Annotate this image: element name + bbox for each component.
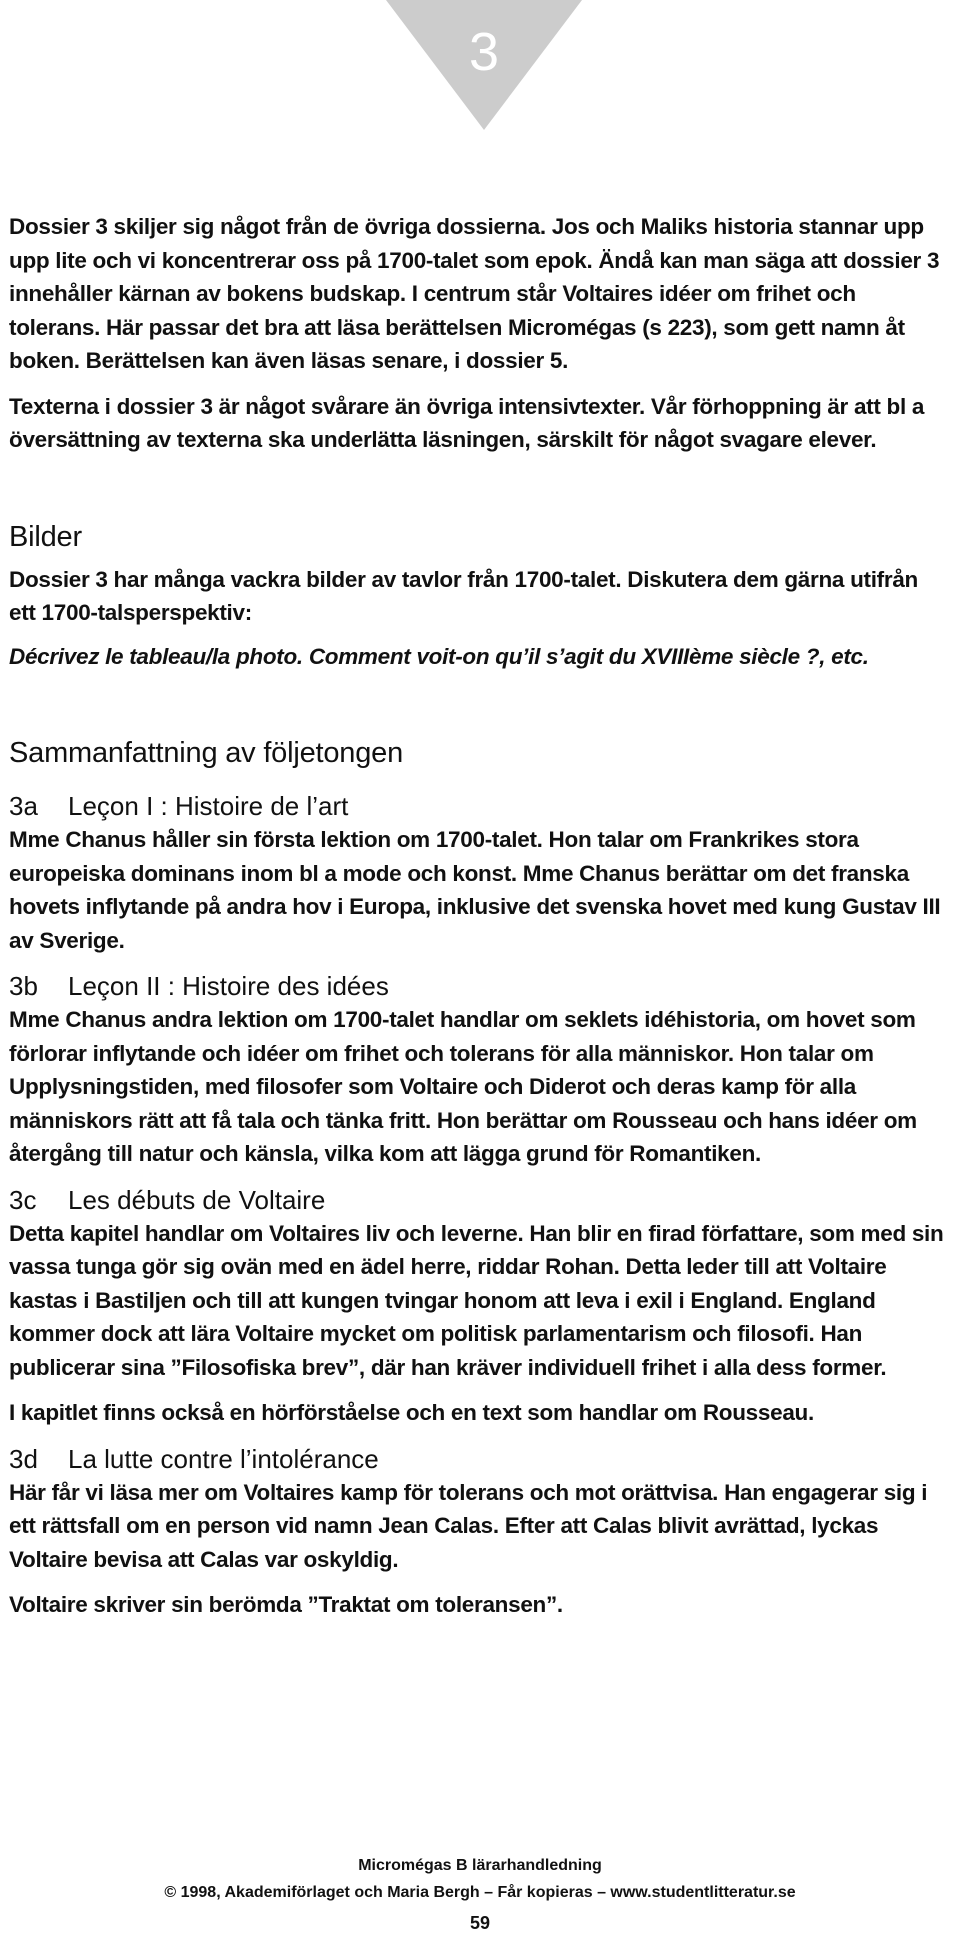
intro-paragraph: Texterna i dossier 3 är något svårare än övriga intensivtexter. Vår förhoppning är att bl a översättning av texterna ska underlätta läsningen, särskilt för något svagare elever. bbox=[9, 393, 925, 452]
chapter-number: 3 bbox=[468, 22, 500, 82]
section-number: 3a bbox=[9, 791, 38, 821]
section-text: Mme Chanus håller sin första lektion om 1700-talet. Hon talar om Frankrikes stora europeiska dominans inom bl a mode och konst. Mme Chanus berättar om det franska hovets inflytande på andra hov i Europa, inklusive det svenska hovet med kung Gustav III av Sverige. bbox=[9, 827, 941, 953]
main-content bbox=[9, 210, 949, 1622]
section-extra-text: Voltaire skriver sin berömda ”Traktat om toleransen”. bbox=[9, 1592, 563, 1617]
page-footer bbox=[0, 1852, 960, 1937]
page-number: 59 bbox=[469, 1913, 491, 1933]
section-title: La lutte contre l’intolérance bbox=[68, 1443, 379, 1474]
chapter-triangle-icon bbox=[386, 0, 582, 130]
intro-paragraph: Dossier 3 skiljer sig något från de övriga dossierna. Jos och Maliks historia stannar upp upp lite och vi koncentrerar oss på 1700-talet som epok. Ändå kan man säga att dossier 3 innehåller kärnan av bokens budskap. I centrum står Voltaires idéer om frihet och tolerans. Här passar det bra att läsa berättelsen Micromégas (s 223), som gett namn åt boken. Berättelsen kan även läsas senare, i dossier 5. bbox=[9, 214, 940, 373]
section-extra-text: I kapitlet finns också en hörförståelse och en text som handlar om Rousseau. bbox=[9, 1400, 814, 1425]
summary-sections bbox=[9, 789, 949, 1622]
section-text: Detta kapitel handlar om Voltaires liv och leverne. Han blir en firad författare, som med sin vassa tunga gör sig ovän med en ädel herre, riddar Rohan. Detta leder till att Voltaire kastas i Bastiljen och till att kungen tvingar honom att leva i exil i England. England kommer dock att lära Voltaire mycket om politisk parlamentarism och filosofi. Han publicerar sina ”Filosofiska brev”, där han kräver individuell frihet i alla dess former. bbox=[9, 1220, 944, 1380]
summary-section-3b bbox=[9, 969, 949, 1171]
section-number: 3b bbox=[9, 971, 38, 1001]
summary-heading: Sammanfattning av följetongen bbox=[9, 737, 404, 769]
footer-copyright: © 1998, Akademiförlaget och Maria Bergh – Får kopieras – www.studentlitteratur.se bbox=[164, 1884, 796, 1901]
summary-section-3c bbox=[9, 1183, 949, 1430]
bilder-heading: Bilder bbox=[9, 520, 82, 553]
section-title: Les débuts de Voltaire bbox=[68, 1184, 326, 1215]
footer-book-title: Micromégas B lärarhandledning bbox=[358, 1857, 602, 1874]
section-title: Leçon II : Histoire des idées bbox=[68, 971, 389, 1001]
section-heading bbox=[9, 969, 949, 1003]
section-title: Leçon I : Histoire de l’art bbox=[68, 791, 349, 821]
section-heading bbox=[9, 789, 949, 823]
bilder-example: Décrivez le tableau/la photo. Comment voit-on qu’il s’agit du XVIIIème siècle ?, etc. bbox=[9, 643, 869, 669]
bilder-text: Dossier 3 har många vackra bilder av tavlor från 1700-talet. Diskutera dem gärna utifrån ett 1700-talsperspektiv: bbox=[9, 566, 918, 625]
chapter-marker bbox=[386, 0, 582, 130]
section-heading bbox=[9, 1442, 949, 1476]
summary-section-3a bbox=[9, 789, 949, 957]
section-text: Här får vi läsa mer om Voltaires kamp för tolerans och mot orättvisa. Han engagerar sig i ett rättsfall om en person vid namn Jean Calas. Efter att Calas blivit avrättad, lyckas Voltaire bevisa att Calas var oskyldig. bbox=[9, 1479, 928, 1572]
section-text: Mme Chanus andra lektion om 1700-talet handlar om seklets idéhistoria, om hovet som förlorar inflytande och idéer om frihet och tolerans för alla människor. Hon talar om Upplysningstiden, med filosofer som Voltaire och Diderot och deras kamp för alla människors rätt att få tala och tänka fritt. Hon berättar om Rousseau och hans idéer om återgång till natur och känsla, vilka kom att lägga grund för Romantiken. bbox=[9, 1007, 917, 1166]
section-heading bbox=[9, 1183, 949, 1217]
section-number: 3c bbox=[9, 1184, 37, 1215]
summary-section-3d bbox=[9, 1442, 949, 1622]
section-number: 3d bbox=[9, 1443, 38, 1474]
